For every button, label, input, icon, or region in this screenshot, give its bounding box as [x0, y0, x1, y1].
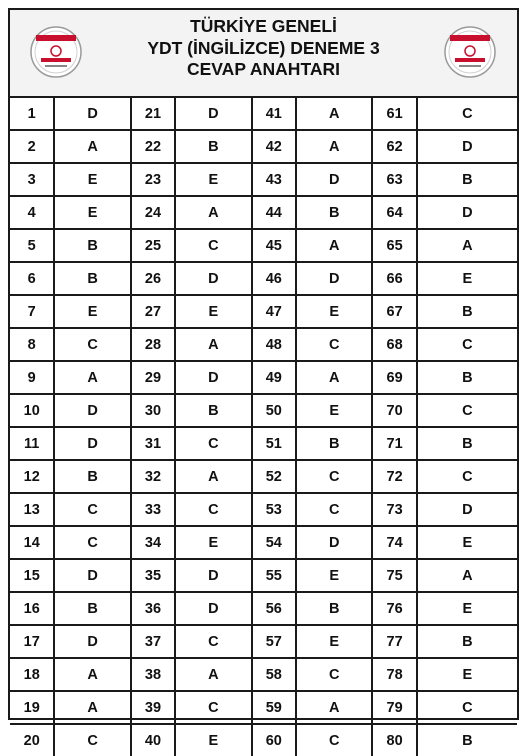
answer-letter: B	[417, 361, 517, 394]
question-number: 51	[252, 427, 296, 460]
answer-letter: C	[417, 328, 517, 361]
answer-letter: E	[175, 526, 251, 559]
question-number: 75	[372, 559, 416, 592]
answer-letter: B	[175, 130, 251, 163]
question-number: 69	[372, 361, 416, 394]
publisher-logo-icon	[440, 22, 500, 82]
question-number: 26	[131, 262, 175, 295]
question-number: 16	[10, 592, 54, 625]
answer-letter: C	[417, 460, 517, 493]
table-row	[10, 98, 517, 130]
question-number: 31	[131, 427, 175, 460]
title-line-1: TÜRKİYE GENELİ	[190, 16, 337, 36]
question-number: 55	[252, 559, 296, 592]
question-number: 15	[10, 559, 54, 592]
question-number: 78	[372, 658, 416, 691]
answer-key-header	[10, 10, 517, 98]
answer-letter: E	[417, 262, 517, 295]
question-number: 48	[252, 328, 296, 361]
answer-letter: D	[54, 427, 130, 460]
question-number: 76	[372, 592, 416, 625]
answer-letter: E	[417, 526, 517, 559]
answer-letter: C	[417, 394, 517, 427]
question-number: 73	[372, 493, 416, 526]
answer-letter: D	[54, 98, 130, 130]
answer-letter: C	[175, 427, 251, 460]
question-number: 58	[252, 658, 296, 691]
question-number: 59	[252, 691, 296, 724]
question-number: 71	[372, 427, 416, 460]
answer-letter: A	[296, 98, 372, 130]
question-number: 56	[252, 592, 296, 625]
answer-letter: C	[417, 691, 517, 724]
answer-letter: E	[296, 394, 372, 427]
question-number: 64	[372, 196, 416, 229]
question-number: 14	[10, 526, 54, 559]
answer-letter: C	[175, 229, 251, 262]
answer-letter: D	[175, 262, 251, 295]
question-number: 21	[131, 98, 175, 130]
answer-letter: A	[175, 460, 251, 493]
table-row	[10, 361, 517, 394]
table-row	[10, 394, 517, 427]
question-number: 39	[131, 691, 175, 724]
answer-letter: A	[296, 361, 372, 394]
answer-letter: D	[296, 526, 372, 559]
question-number: 23	[131, 163, 175, 196]
answer-letter: C	[54, 724, 130, 756]
question-number: 8	[10, 328, 54, 361]
answer-letter: E	[54, 295, 130, 328]
answer-letter: B	[417, 427, 517, 460]
answer-letter: B	[417, 724, 517, 756]
question-number: 62	[372, 130, 416, 163]
answer-letter: C	[296, 328, 372, 361]
question-number: 77	[372, 625, 416, 658]
answer-letter: A	[175, 658, 251, 691]
answer-letter: B	[417, 163, 517, 196]
question-number: 32	[131, 460, 175, 493]
question-number: 1	[10, 98, 54, 130]
answer-letter: A	[54, 691, 130, 724]
question-number: 17	[10, 625, 54, 658]
table-row	[10, 592, 517, 625]
question-number: 18	[10, 658, 54, 691]
answer-letter: B	[54, 592, 130, 625]
answer-letter: B	[417, 625, 517, 658]
question-number: 30	[131, 394, 175, 427]
table-row	[10, 724, 517, 756]
question-number: 61	[372, 98, 416, 130]
question-number: 79	[372, 691, 416, 724]
answer-letter: D	[417, 196, 517, 229]
question-number: 6	[10, 262, 54, 295]
table-row	[10, 196, 517, 229]
table-row	[10, 493, 517, 526]
answer-letter: E	[175, 295, 251, 328]
question-number: 36	[131, 592, 175, 625]
answer-letter: E	[54, 196, 130, 229]
answer-letter: D	[417, 130, 517, 163]
question-number: 44	[252, 196, 296, 229]
publisher-logo-right	[440, 22, 500, 82]
answer-letter: C	[296, 493, 372, 526]
question-number: 13	[10, 493, 54, 526]
question-number: 4	[10, 196, 54, 229]
question-number: 53	[252, 493, 296, 526]
title-line-2: YDT (İNGİLİZCE) DENEME 3	[147, 37, 380, 58]
question-number: 49	[252, 361, 296, 394]
question-number: 63	[372, 163, 416, 196]
answer-letter: D	[175, 361, 251, 394]
answer-letter: C	[175, 493, 251, 526]
question-number: 33	[131, 493, 175, 526]
question-number: 5	[10, 229, 54, 262]
question-number: 70	[372, 394, 416, 427]
answer-letter: B	[296, 427, 372, 460]
publisher-logo-left	[26, 22, 86, 82]
table-row	[10, 262, 517, 295]
question-number: 60	[252, 724, 296, 756]
table-row	[10, 691, 517, 724]
answer-letter: B	[54, 229, 130, 262]
answer-letter: D	[296, 163, 372, 196]
question-number: 40	[131, 724, 175, 756]
question-number: 68	[372, 328, 416, 361]
question-number: 67	[372, 295, 416, 328]
table-row	[10, 229, 517, 262]
answer-letter: A	[175, 196, 251, 229]
question-number: 3	[10, 163, 54, 196]
answer-letter: C	[296, 460, 372, 493]
question-number: 37	[131, 625, 175, 658]
answer-letter: C	[417, 98, 517, 130]
table-row	[10, 625, 517, 658]
table-row	[10, 130, 517, 163]
question-number: 11	[10, 427, 54, 460]
question-number: 2	[10, 130, 54, 163]
question-number: 45	[252, 229, 296, 262]
answer-letter: B	[54, 460, 130, 493]
answer-letter: A	[296, 130, 372, 163]
answer-letter: C	[296, 658, 372, 691]
answer-letter: C	[296, 724, 372, 756]
table-row	[10, 658, 517, 691]
question-number: 52	[252, 460, 296, 493]
table-row	[10, 427, 517, 460]
answer-letter: A	[417, 229, 517, 262]
answer-letter: B	[417, 295, 517, 328]
answer-letter: D	[175, 592, 251, 625]
question-number: 34	[131, 526, 175, 559]
answer-letter: D	[417, 493, 517, 526]
answer-letter: E	[296, 559, 372, 592]
answer-letter: B	[296, 592, 372, 625]
question-number: 46	[252, 262, 296, 295]
answer-letter: E	[417, 658, 517, 691]
answer-letter: A	[54, 361, 130, 394]
question-number: 54	[252, 526, 296, 559]
question-number: 72	[372, 460, 416, 493]
answer-key-sheet	[8, 8, 519, 749]
table-row	[10, 526, 517, 559]
answer-letter: E	[54, 163, 130, 196]
table-row	[10, 163, 517, 196]
table-row	[10, 328, 517, 361]
question-number: 12	[10, 460, 54, 493]
question-number: 42	[252, 130, 296, 163]
question-number: 41	[252, 98, 296, 130]
publisher-logo-icon	[26, 22, 86, 82]
question-number: 24	[131, 196, 175, 229]
question-number: 74	[372, 526, 416, 559]
answer-key-table	[10, 98, 517, 756]
answer-letter: C	[54, 328, 130, 361]
answer-letter: C	[54, 493, 130, 526]
question-number: 35	[131, 559, 175, 592]
question-number: 25	[131, 229, 175, 262]
question-number: 22	[131, 130, 175, 163]
table-row	[10, 460, 517, 493]
question-number: 7	[10, 295, 54, 328]
question-number: 57	[252, 625, 296, 658]
answer-letter: E	[417, 592, 517, 625]
answer-letter: D	[175, 98, 251, 130]
answer-letter: B	[296, 196, 372, 229]
table-row	[10, 559, 517, 592]
question-number: 65	[372, 229, 416, 262]
question-number: 9	[10, 361, 54, 394]
answer-letter: E	[296, 295, 372, 328]
answer-letter: A	[175, 328, 251, 361]
answer-letter: D	[54, 559, 130, 592]
question-number: 27	[131, 295, 175, 328]
answer-letter: D	[175, 559, 251, 592]
question-number: 19	[10, 691, 54, 724]
answer-letter: C	[175, 625, 251, 658]
answer-letter: A	[54, 130, 130, 163]
question-number: 80	[372, 724, 416, 756]
answer-letter: B	[175, 394, 251, 427]
answer-letter: D	[54, 625, 130, 658]
answer-letter: B	[54, 262, 130, 295]
question-number: 50	[252, 394, 296, 427]
answer-letter: A	[54, 658, 130, 691]
answer-letter: E	[296, 625, 372, 658]
answer-letter: A	[296, 229, 372, 262]
question-number: 43	[252, 163, 296, 196]
answer-letter: C	[54, 526, 130, 559]
answer-letter: A	[417, 559, 517, 592]
question-number: 10	[10, 394, 54, 427]
question-number: 66	[372, 262, 416, 295]
answer-letter: E	[175, 724, 251, 756]
answer-letter: D	[296, 262, 372, 295]
answer-letter: A	[296, 691, 372, 724]
question-number: 38	[131, 658, 175, 691]
answer-letter: C	[175, 691, 251, 724]
answer-letter: D	[54, 394, 130, 427]
question-number: 20	[10, 724, 54, 756]
page-title	[100, 16, 427, 81]
answer-letter: E	[175, 163, 251, 196]
question-number: 47	[252, 295, 296, 328]
question-number: 28	[131, 328, 175, 361]
table-row	[10, 295, 517, 328]
question-number: 29	[131, 361, 175, 394]
title-line-3: CEVAP ANAHTARI	[187, 59, 340, 79]
